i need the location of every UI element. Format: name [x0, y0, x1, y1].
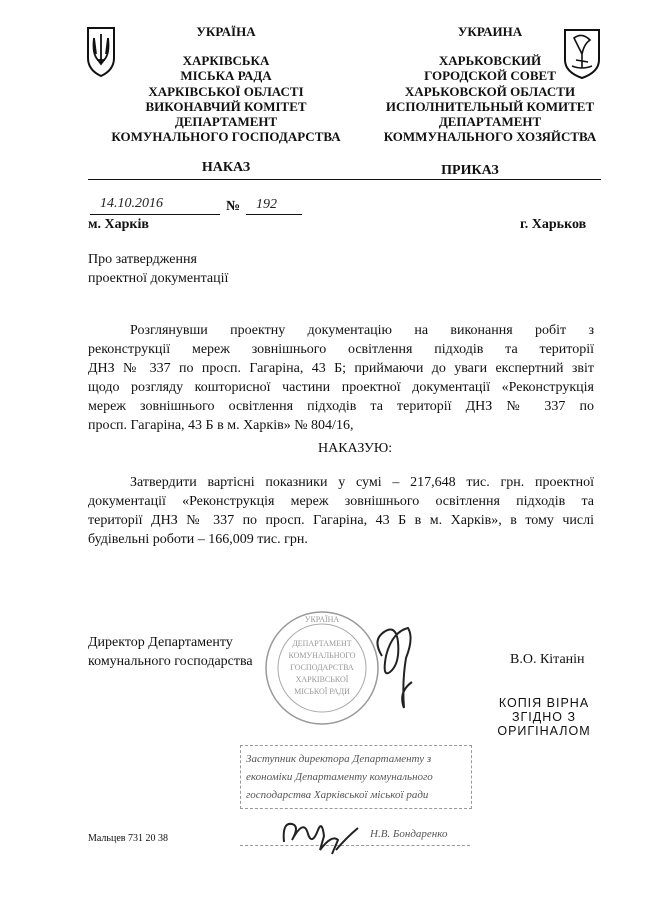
seal-text: ДЕПАРТАМЕНТ — [292, 639, 352, 648]
header-left-country: УКРАЇНА — [196, 24, 256, 39]
header-left-line: ХАРКІВСЬКОЇ ОБЛАСТІ — [148, 83, 304, 99]
paragraph-line: будівельні роботи – 166,009 тис. грн. — [88, 532, 308, 547]
paragraph-order — [88, 473, 594, 549]
header-right-line: ИСПОЛНИТЕЛЬНЫЙ КОМИТЕТ — [385, 98, 595, 114]
signer-position-line: Директор Департаменту — [88, 635, 233, 650]
paragraph-line: реконструкції мереж зовнішнього освітлення підходів та території — [88, 342, 594, 357]
seal-text: ГОСПОДАРСТВА — [290, 663, 354, 672]
director-signature — [368, 612, 420, 714]
header-right-line: КОММУНАЛЬНОГО ХОЗЯЙСТВА — [383, 129, 597, 145]
paragraph-line: документації «Реконструкція мереж зовнішнього освітлення підходів та — [88, 494, 594, 509]
paragraph-line: території ДНЗ № 337 по просп. Гагаріна, 43 Б в м. Харків», в тому числі — [88, 513, 594, 528]
paragraph-line: ДНЗ № 337 по просп. Гагаріна, 43 Б; приймаючи до уваги експертний звіт — [88, 361, 594, 376]
paragraph-line: Розглянувши проектну документацію на виконання робіт з — [130, 323, 594, 338]
header-right — [370, 24, 610, 144]
certification-stamp-text — [246, 750, 433, 804]
number-underline — [246, 214, 302, 215]
seal-text: КОМУНАЛЬНОГО — [288, 651, 356, 660]
city-ua: м. Харків — [88, 217, 149, 232]
header-right-line: ХАРЬКОВСКОЙ ОБЛАСТИ — [404, 83, 576, 99]
paragraph-line: Затвердити вартісні показники у сумі – 217,648 тис. грн. проектної — [130, 475, 594, 490]
subject-line: проектної документації — [88, 271, 229, 286]
round-seal-stamp — [262, 608, 382, 728]
signer-name: В.О. Кітанін — [510, 652, 585, 667]
header-left-line: КОМУНАЛЬНОГО ГОСПОДАРСТВА — [111, 129, 341, 145]
number-handwritten: 192 — [256, 197, 277, 212]
certifier-signature — [278, 810, 362, 858]
copy-stamp-line: ОРИГІНАЛОМ — [497, 724, 591, 738]
header-right-country: УКРАИНА — [457, 24, 523, 39]
city-ru: г. Харьков — [520, 217, 587, 232]
paragraph-line: щодо розгляду кошторисної частини проектної документації «Реконструкція — [88, 380, 594, 395]
copy-stamp-line: ЗГІДНО З — [511, 710, 577, 724]
copy-stamp-line: КОПІЯ ВІРНА — [498, 696, 590, 710]
copy-stamp — [492, 696, 596, 738]
header-right-line: ДЕПАРТАМЕНТ — [438, 114, 542, 130]
subject — [88, 250, 228, 288]
header-right-line: ХАРЬКОВСКИЙ — [438, 53, 542, 69]
paragraph-line: мереж зовнішнього освітлення підходів та території ДНЗ № 337 по — [88, 399, 594, 414]
date-underline — [90, 214, 220, 215]
header-left-line: ХАРКІВСЬКА — [182, 53, 270, 69]
certification-line: економіки Департаменту комунального — [246, 771, 433, 783]
paragraph-line: просп. Гагаріна, 43 Б в м. Харків» № 804/16, — [88, 418, 354, 433]
header-rule — [88, 179, 601, 180]
doc-type-ua: НАКАЗ — [201, 160, 251, 175]
seal-text: УКРАЇНА — [304, 615, 340, 624]
header-left-line: ДЕПАРТАМЕНТ — [174, 114, 278, 130]
seal-text: МІСЬКОЇ РАДИ — [294, 687, 350, 696]
paragraph-preamble — [88, 321, 594, 435]
signer-position — [88, 633, 253, 671]
certification-line: Заступник директора Департаменту з — [246, 753, 432, 765]
executor-contact: Мальцев 731 20 38 — [88, 833, 168, 844]
doc-type-ru: ПРИКАЗ — [441, 163, 499, 178]
header-left — [108, 24, 344, 144]
signer-position-line: комунального господарства — [88, 654, 253, 669]
number-sign: № — [226, 199, 241, 214]
header-left-line: МІСЬКА РАДА — [180, 68, 272, 84]
header-right-line: ГОРОДСКОЙ СОВЕТ — [424, 68, 556, 84]
order-word: НАКАЗУЮ: — [318, 441, 393, 456]
seal-text: ХАРКІВСЬКОЇ — [295, 675, 349, 684]
date-handwritten: 14.10.2016 — [100, 196, 163, 211]
subject-line: Про затвердження — [88, 252, 197, 267]
header-left-line: ВИКОНАВЧИЙ КОМІТЕТ — [145, 98, 307, 114]
certifier-name: Н.В. Бондаренко — [370, 828, 448, 840]
certification-line: господарства Харківської міської ради — [246, 789, 429, 801]
